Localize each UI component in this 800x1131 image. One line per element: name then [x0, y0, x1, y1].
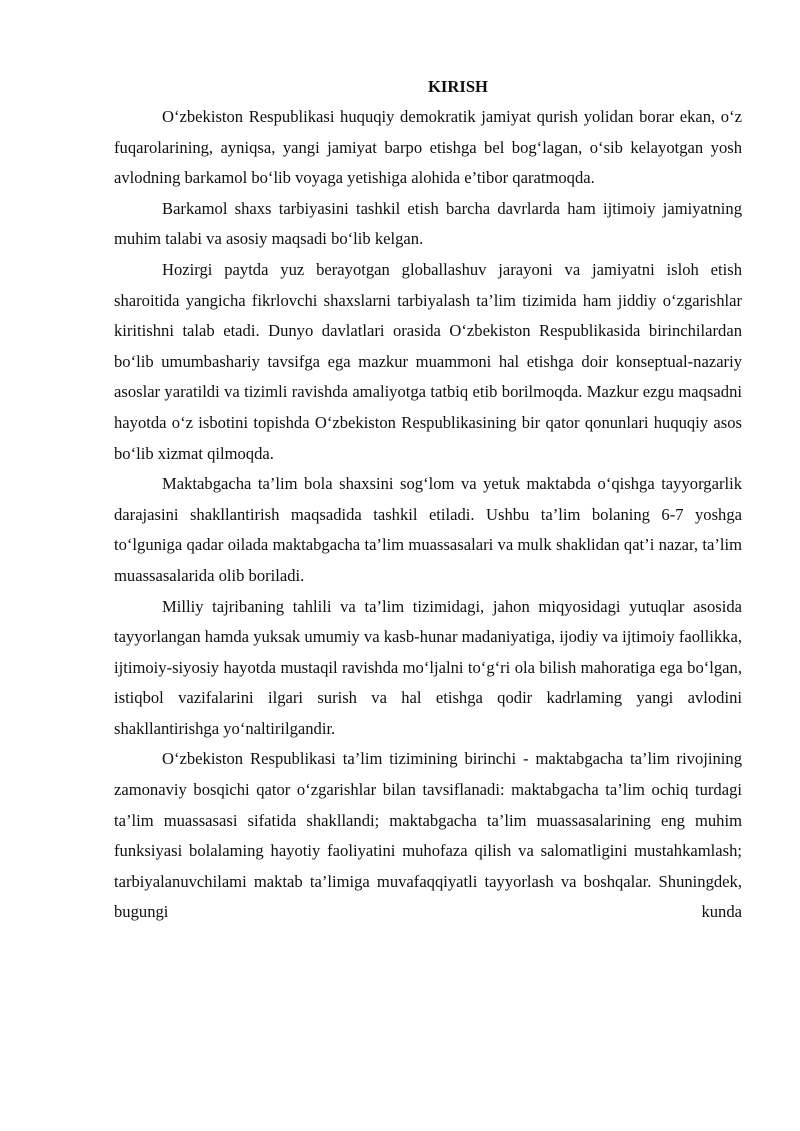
document-title: KIRISH	[428, 77, 488, 96]
document-body	[114, 72, 742, 928]
paragraph-5: Milliy tajribaning tahlili va ta’lim tizimidagi, jahon miqyosidagi yutuqlar asosida tayyorlangan hamda yuksak umumiy va kasb-hunar madaniyatiga, ijodiy va ijtimoiy faollikka, ijtimoiy-siyosiy hayotda mustaqil ravishda mo‘ljalni to‘g‘ri ola bilish mahoratiga ega bo‘lgan, istiqbol vazifalarini ilgari surish va hal etishga qodir kadrlaming yangi avlodini shakllantirishga yo‘naltirilgandir.	[114, 596, 742, 738]
paragraph-1: O‘zbekiston Respublikasi huquqiy demokratik jamiyat qurish yolidan borar ekan, o‘z fuqarolarining, ayniqsa, yangi jamiyat barpo etishga bel bog‘lagan, o‘sib kelayotgan yosh avlodning barkamol bo‘lib voyaga yetishiga alohida e’tibor qaratmoqda.	[114, 107, 742, 188]
paragraph-2: Barkamol shaxs tarbiyasini tashkil etish barcha davrlarda ham ijtimoiy jamiyatning muhim talabi va asosiy maqsadi bo‘lib kelgan.	[114, 198, 742, 249]
paragraph-3: Hozirgi paytda yuz berayotgan globallashuv jarayoni va jamiyatni isloh etish sharoitida yangicha fikrlovchi shaxslarni tarbiyalash ta’lim tizimida ham jiddiy o‘zgarishlar kiritishni talab etadi. Dunyo davlatlari orasida O‘zbekiston Respublikasida birinchilardan bo‘lib umumbashariy tavsifga ega mazkur muammoni hal etishga doir konseptual-nazariy asoslar yaratildi va tizimli ravishda amaliyotga tatbiq etib borilmoqda. Mazkur ezgu maqsadni hayotda o‘z isbotini topishda O‘zbekiston Respublikasining bir qator qonunlari huquqiy asos bo‘lib xizmat qilmoqda.	[114, 259, 742, 463]
paragraph-4: Maktabgacha ta’lim bola shaxsini sog‘lom va yetuk maktabda o‘qishga tayyorgarlik darajasini shakllantirish maqsadida tashkil etiladi. Ushbu ta’lim bolaning 6-7 yoshga to‘lguniga qadar oilada maktabgacha ta’lim muassasalari va mulk shaklidan qat’i nazar, ta’lim muassasalarida olib boriladi.	[114, 474, 742, 585]
paragraph-6: O‘zbekiston Respublikasi ta’lim tizimining birinchi - maktabgacha ta’lim rivojining zamonaviy bosqichi qator o‘zgarishlar bilan tavsiflanadi: maktabgacha ta’lim ochiq turdagi ta’lim muassasasi sifatida shakllandi; maktabgacha ta’lim muassasalarining eng muhim funksiyasi bolalaming hayotiy faoliyatini muhofaza qilish va salomatligini mustahkamlash; tarbiyalanuvchilami maktab ta’limiga muvafaqqiyatli tayyorlash va boshqalar. Shuningdek, bugungi kunda	[114, 749, 742, 922]
